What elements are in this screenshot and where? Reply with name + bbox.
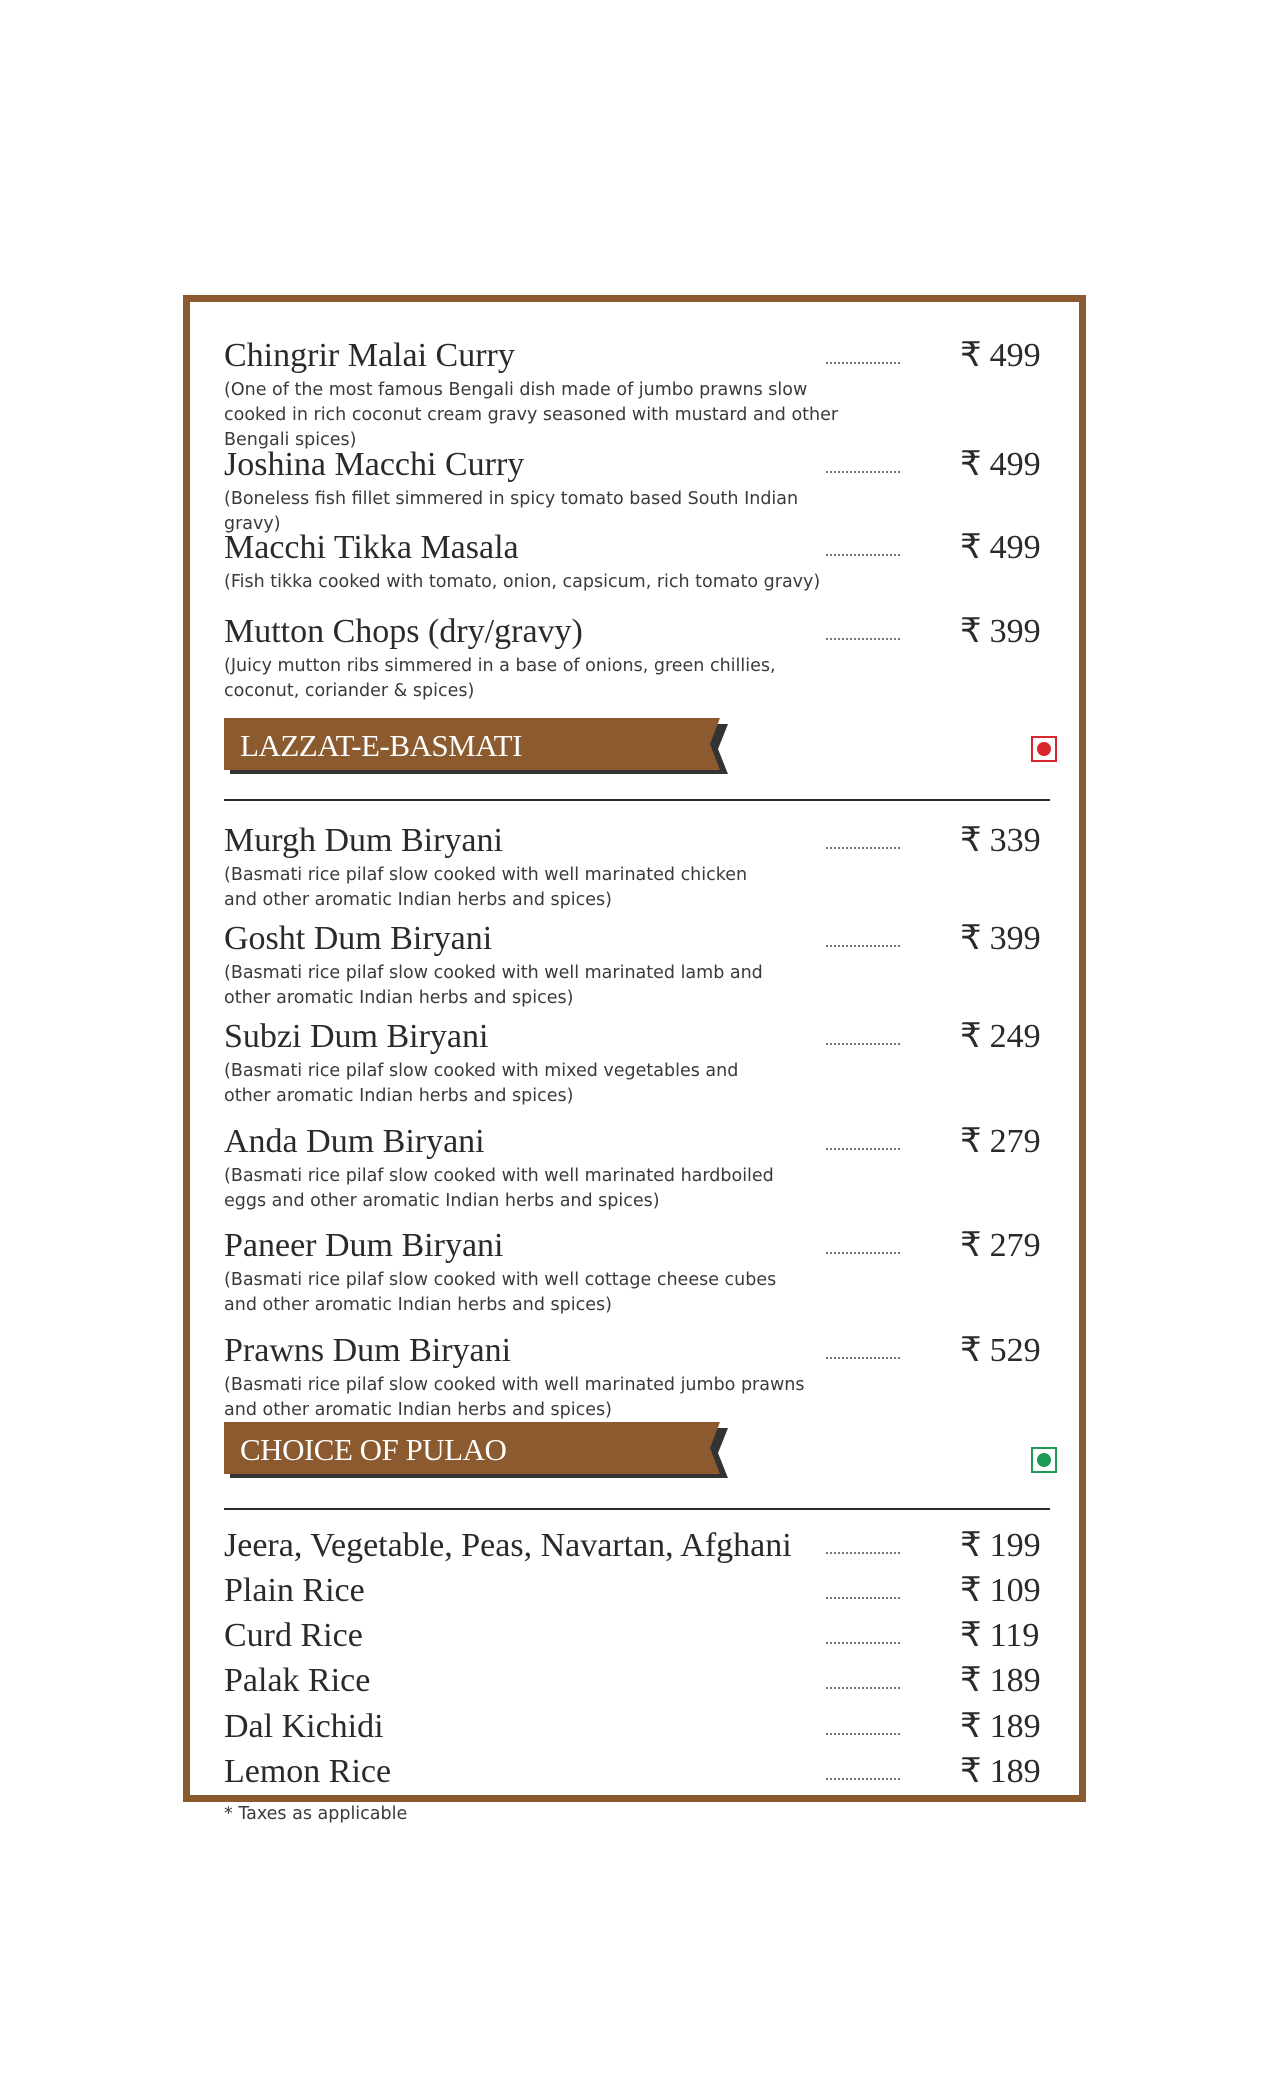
item-price: ₹ 499 xyxy=(960,446,1041,483)
item-description: (Juicy mutton ribs simmered in a base of onions, green chillies, coconut, coriander & spices) xyxy=(224,656,776,701)
item-price: ₹ 189 xyxy=(960,1708,1041,1745)
item-description: (Basmati rice pilaf slow cooked with well cottage cheese cubes and other aromatic Indian herbs and spices) xyxy=(224,1270,777,1315)
item-description: (Basmati rice pilaf slow cooked with well marinated jumbo prawns and other aromatic Indian herbs and spices) xyxy=(224,1375,805,1420)
item-name: Anda Dum Biryani xyxy=(224,1123,485,1160)
rupee-icon: ₹ xyxy=(960,1572,982,1609)
menu-item xyxy=(224,1332,1044,1420)
item-description: (Basmati rice pilaf slow cooked with mixed vegetables and other aromatic Indian herbs and spices) xyxy=(224,1061,739,1106)
leader-dots xyxy=(826,945,900,947)
rupee-icon: ₹ xyxy=(960,1227,982,1264)
menu-item xyxy=(224,1527,1044,1567)
rupee-icon: ₹ xyxy=(960,920,982,957)
menu-item xyxy=(224,1572,1044,1612)
item-price: ₹ 189 xyxy=(960,1753,1041,1790)
menu-item xyxy=(224,529,1044,592)
leader-dots xyxy=(826,1597,900,1599)
item-name: Palak Rice xyxy=(224,1662,371,1699)
item-price: ₹ 109 xyxy=(960,1572,1041,1609)
item-name: Subzi Dum Biryani xyxy=(224,1018,489,1055)
rupee-icon: ₹ xyxy=(960,337,982,374)
section-title: CHOICE OF PULAO xyxy=(240,1432,507,1467)
section-divider xyxy=(224,1508,1050,1510)
leader-dots xyxy=(826,1357,900,1359)
item-price: ₹ 399 xyxy=(960,920,1041,957)
item-price: ₹ 119 xyxy=(960,1617,1040,1654)
rupee-icon: ₹ xyxy=(960,613,982,650)
leader-dots xyxy=(826,362,900,364)
item-name: Mutton Chops (dry/gravy) xyxy=(224,613,583,650)
leader-dots xyxy=(826,1733,900,1735)
item-price: ₹ 339 xyxy=(960,822,1041,859)
item-name: Lemon Rice xyxy=(224,1753,392,1790)
leader-dots xyxy=(826,638,900,640)
leader-dots xyxy=(826,554,900,556)
leader-dots xyxy=(826,1552,900,1554)
menu-item xyxy=(224,1227,1044,1315)
menu-item xyxy=(224,1123,1044,1211)
menu-item xyxy=(224,446,1044,534)
rupee-icon: ₹ xyxy=(960,446,982,483)
leader-dots xyxy=(826,847,900,849)
item-name: Curd Rice xyxy=(224,1617,363,1654)
menu-item xyxy=(224,1617,1044,1657)
item-name: Macchi Tikka Masala xyxy=(224,529,519,566)
menu-item xyxy=(224,337,1044,450)
menu-item xyxy=(224,613,1044,701)
item-description: (One of the most famous Bengali dish made of jumbo prawns slow cooked in rich coconut cream gravy seasoned with mustard and other Bengali spices) xyxy=(224,380,839,450)
veg-icon xyxy=(1031,1447,1057,1473)
item-price: ₹ 249 xyxy=(960,1018,1041,1055)
leader-dots xyxy=(826,1148,900,1150)
leader-dots xyxy=(826,1778,900,1780)
leader-dots xyxy=(826,1687,900,1689)
menu-item xyxy=(224,1018,1044,1106)
item-name: Jeera, Vegetable, Peas, Navartan, Afghani xyxy=(224,1527,792,1564)
item-price: ₹ 529 xyxy=(960,1332,1041,1369)
rupee-icon: ₹ xyxy=(960,1708,982,1745)
item-name: Gosht Dum Biryani xyxy=(224,920,493,957)
item-name: Plain Rice xyxy=(224,1572,365,1609)
tax-footnote: * Taxes as applicable xyxy=(224,1804,408,1824)
section-banner xyxy=(224,1422,728,1484)
menu-item xyxy=(224,1753,1044,1793)
menu-item xyxy=(224,1662,1044,1702)
item-name: Joshina Macchi Curry xyxy=(224,446,525,483)
leader-dots xyxy=(826,1252,900,1254)
item-price: ₹ 279 xyxy=(960,1123,1041,1160)
item-name: Chingrir Malai Curry xyxy=(224,337,515,374)
rupee-icon: ₹ xyxy=(960,1123,982,1160)
item-description: (Boneless fish fillet simmered in spicy tomato based South Indian gravy) xyxy=(224,489,799,534)
item-price: ₹ 499 xyxy=(960,529,1041,566)
item-price: ₹ 399 xyxy=(960,613,1041,650)
leader-dots xyxy=(826,1642,900,1644)
item-price: ₹ 499 xyxy=(960,337,1041,374)
item-name: Murgh Dum Biryani xyxy=(224,822,503,859)
item-name: Paneer Dum Biryani xyxy=(224,1227,504,1264)
item-name: Dal Kichidi xyxy=(224,1708,384,1745)
item-name: Prawns Dum Biryani xyxy=(224,1332,512,1369)
rupee-icon: ₹ xyxy=(960,1753,982,1790)
item-price: ₹ 199 xyxy=(960,1527,1041,1564)
menu-item xyxy=(224,822,1044,910)
item-price: ₹ 279 xyxy=(960,1227,1041,1264)
leader-dots xyxy=(826,471,900,473)
section-banner xyxy=(224,718,728,780)
rupee-icon: ₹ xyxy=(960,1617,982,1654)
section-divider xyxy=(224,799,1050,801)
menu-item xyxy=(224,920,1044,1008)
rupee-icon: ₹ xyxy=(960,1332,982,1369)
rupee-icon: ₹ xyxy=(960,1662,982,1699)
rupee-icon: ₹ xyxy=(960,1018,982,1055)
rupee-icon: ₹ xyxy=(960,1527,982,1564)
leader-dots xyxy=(826,1043,900,1045)
item-description: (Basmati rice pilaf slow cooked with well marinated hardboiled eggs and other aromatic Indian herbs and spices) xyxy=(224,1166,774,1211)
menu-item xyxy=(224,1708,1044,1748)
item-description: (Basmati rice pilaf slow cooked with well marinated chicken and other aromatic Indian herbs and spices) xyxy=(224,865,748,910)
section-title: LAZZAT-E-BASMATI xyxy=(240,728,522,763)
item-description: (Basmati rice pilaf slow cooked with well marinated lamb and other aromatic Indian herbs and spices) xyxy=(224,963,763,1008)
rupee-icon: ₹ xyxy=(960,529,982,566)
non-veg-icon xyxy=(1031,736,1057,762)
item-price: ₹ 189 xyxy=(960,1662,1041,1699)
item-description: (Fish tikka cooked with tomato, onion, capsicum, rich tomato gravy) xyxy=(224,572,821,592)
rupee-icon: ₹ xyxy=(960,822,982,859)
